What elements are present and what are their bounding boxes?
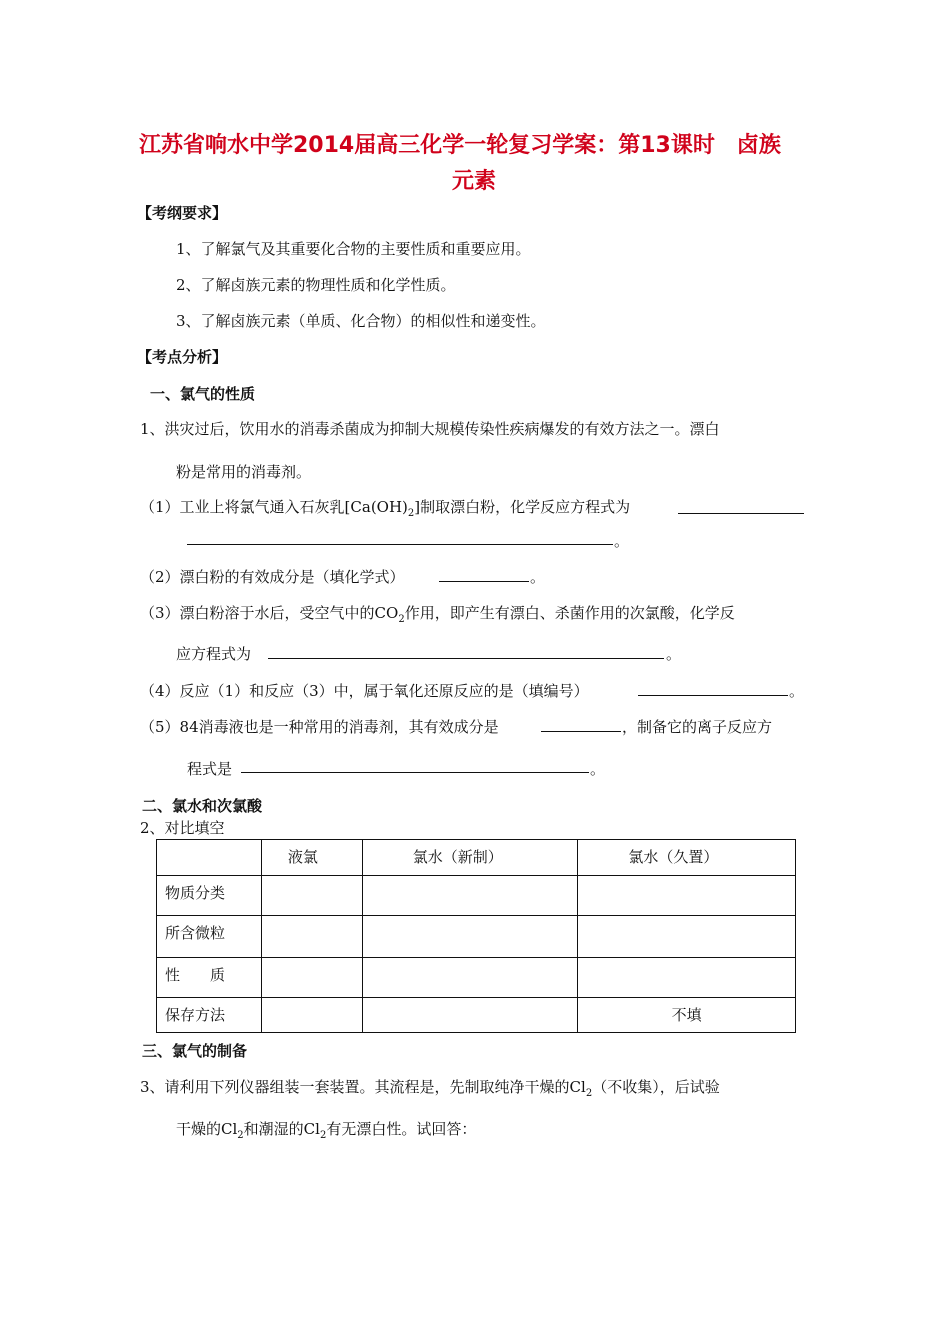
answer-cell[interactable] — [261, 998, 362, 1033]
table-row — [157, 876, 796, 916]
section1-heading: 一、氯气的性质 — [150, 385, 256, 403]
section3-heading: 三、氯气的制备 — [142, 1042, 248, 1060]
document-title-line2: 元素 — [452, 169, 497, 194]
table-header-cell: 液氯 — [261, 840, 362, 876]
kaogang-item-1: 1、了解氯气及其重要化合物的主要性质和重要应用。 — [176, 240, 531, 258]
answer-cell[interactable] — [578, 958, 796, 998]
kaodian-heading: 【考点分析】 — [137, 348, 228, 366]
q1-5-line2: 程式是 — [187, 760, 233, 778]
row-label: 所含微粒 — [157, 916, 262, 958]
answer-cell[interactable] — [261, 958, 362, 998]
kaogang-item-2: 2、了解卤族元素的物理性质和化学性质。 — [176, 276, 456, 294]
q1-5-text-b: ，制备它的离子反应方 — [622, 718, 773, 736]
table-row — [157, 998, 796, 1033]
answer-cell[interactable] — [362, 958, 578, 998]
q1-5-answer-blank-2[interactable] — [241, 772, 589, 773]
q1-2-end-mark: 。 — [530, 568, 546, 586]
comparison-table — [156, 839, 796, 1033]
q1-2-text: （2）漂白粉的有效成分是（填化学式） — [140, 568, 405, 586]
q3-line1: 3、请利用下列仪器组装一套装置。其流程是，先制取纯净干燥的$Cl_2$（不收集），后试验 — [140, 1078, 720, 1099]
table-row — [157, 958, 796, 998]
q3-line2: 干燥的$Cl_2$和潮湿的$Cl_2$有无漂白性。试回答： — [176, 1120, 477, 1141]
table-header-cell: 氯水（新制） — [362, 840, 578, 876]
row-label: 物质分类 — [157, 876, 262, 916]
q1-1-text: （1）工业上将氯气通入石灰乳$[Ca(OH)_2]$制取漂白粉，化学反应方程式为 — [140, 498, 631, 519]
q1-5-end-mark: 。 — [590, 760, 606, 778]
table-header-cell: 氯水（久置） — [578, 840, 796, 876]
q1-3-end-mark: 。 — [666, 645, 682, 663]
answer-cell[interactable] — [362, 916, 578, 958]
q1-1-answer-blank-2[interactable] — [187, 544, 613, 545]
answer-cell[interactable] — [578, 876, 796, 916]
q2-text: 2、对比填空 — [140, 819, 225, 837]
answer-cell[interactable] — [261, 876, 362, 916]
kaogang-item-3: 3、了解卤族元素（单质、化合物）的相似性和递变性。 — [176, 312, 546, 330]
answer-cell[interactable] — [362, 876, 578, 916]
q1-3-line1: （3）漂白粉溶于水后，受空气中的$CO_2$作用，即产生有漂白、杀菌作用的次氯酸，化学反 — [140, 604, 735, 625]
q1-5-text-a: （5）84消毒液也是一种常用的消毒剂，其有效成分是 — [140, 718, 499, 736]
q1-line1: 1、洪灾过后，饮用水的消毒杀菌成为抑制大规模传染性疾病爆发的有效方法之一。漂白 — [140, 420, 720, 438]
q1-3-line2: 应方程式为 — [176, 645, 252, 663]
q1-4-answer-blank[interactable] — [638, 695, 788, 696]
row-label: 保存方法 — [157, 998, 262, 1033]
q1-4-end-mark: 。 — [789, 682, 805, 700]
table-header-cell — [157, 840, 262, 876]
q1-4-text: （4）反应（1）和反应（3）中，属于氧化还原反应的是（填编号） — [140, 682, 589, 700]
kaogang-heading: 【考纲要求】 — [137, 204, 228, 222]
row-label: 性 质 — [157, 958, 262, 998]
q1-1-end-mark: 。 — [614, 532, 630, 550]
section2-heading: 二、氯水和次氯酸 — [142, 797, 263, 815]
table-row — [157, 916, 796, 958]
q1-5-answer-blank[interactable] — [541, 731, 621, 732]
q1-line2: 粉是常用的消毒剂。 — [176, 463, 312, 481]
answer-cell[interactable] — [578, 916, 796, 958]
answer-cell[interactable] — [261, 916, 362, 958]
table-note-cell: 不填 — [578, 998, 796, 1033]
answer-cell[interactable] — [362, 998, 578, 1033]
q1-2-answer-blank[interactable] — [439, 581, 529, 582]
q1-3-answer-blank[interactable] — [268, 658, 664, 659]
document-title-line1: 江苏省响水中学2014届高三化学一轮复习学案：第13课时 卤族 — [139, 133, 781, 158]
q1-1-answer-blank[interactable] — [678, 513, 804, 514]
table-header-row — [157, 840, 796, 876]
